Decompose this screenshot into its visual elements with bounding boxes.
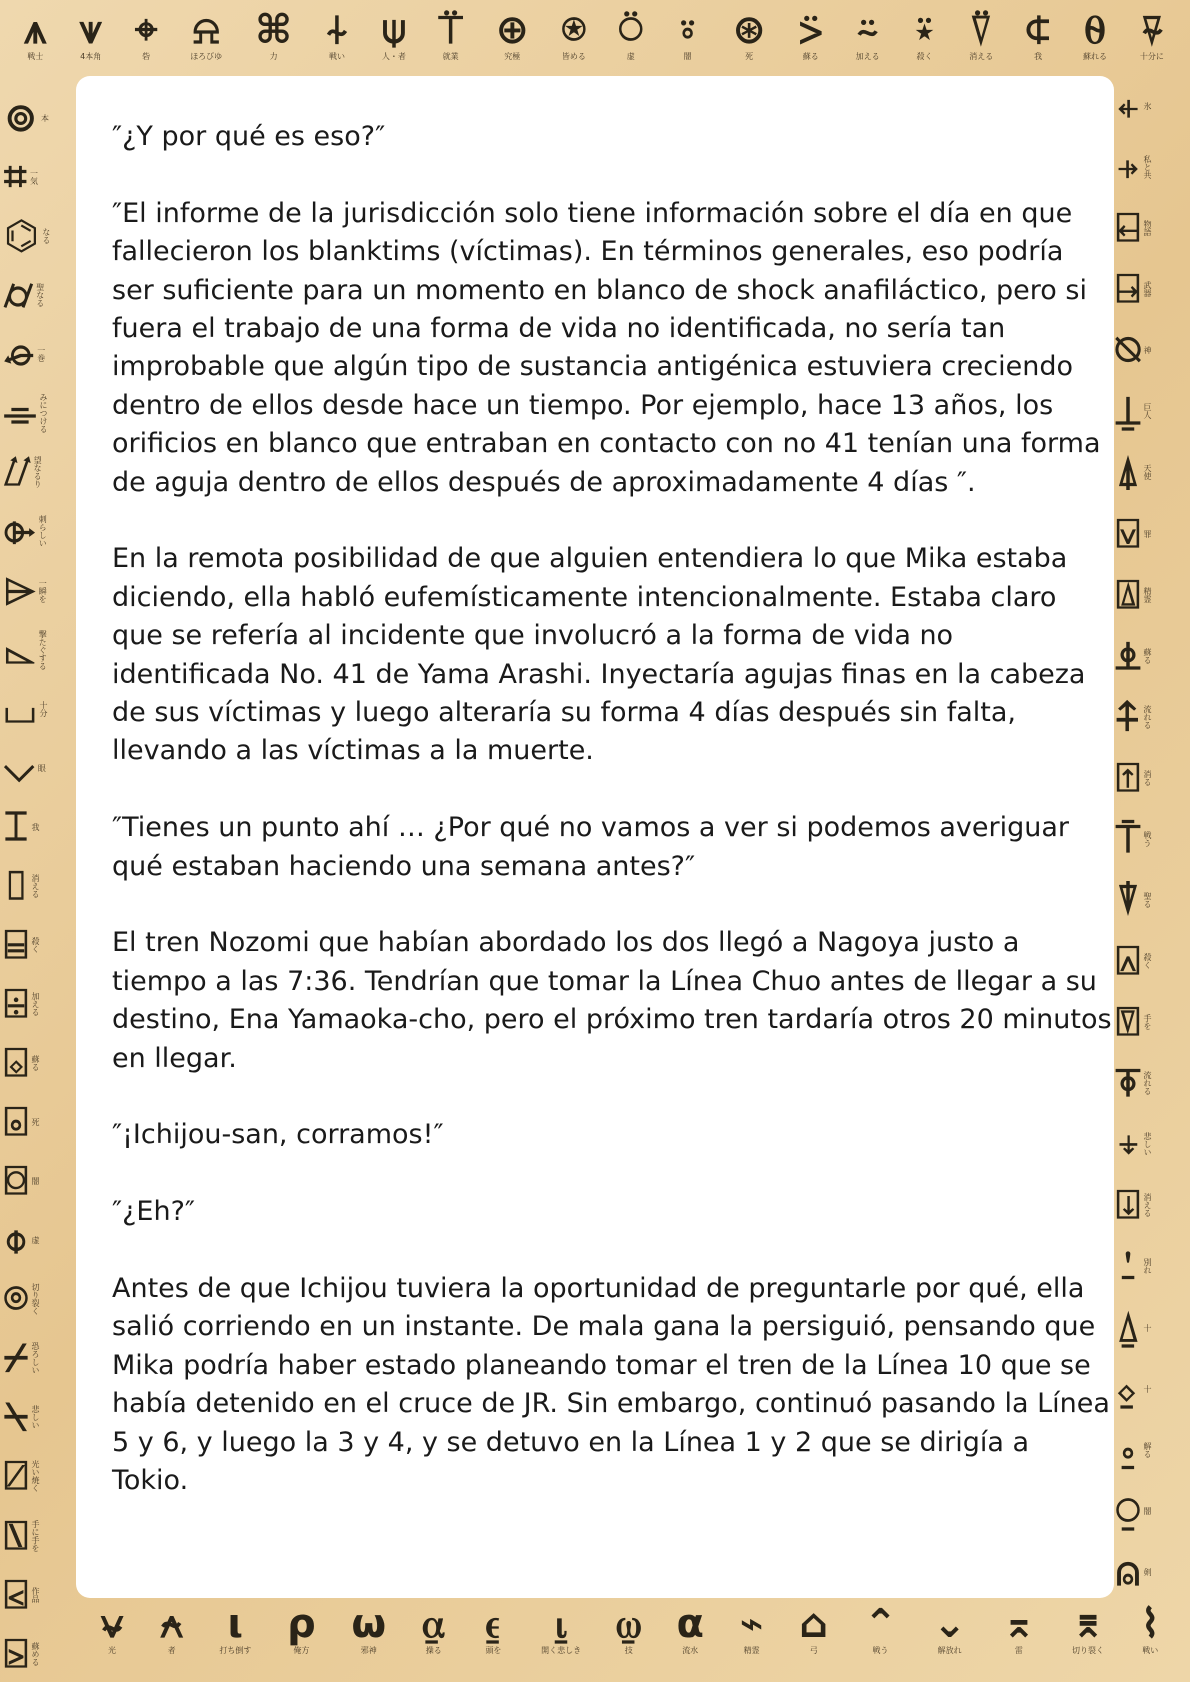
glyph-mark-icon: ⊛ [732, 7, 766, 53]
glyph-mark-icon: ⍊ [1116, 388, 1140, 435]
glyph-mark-icon: ⩚ [24, 7, 47, 53]
border-glyph-icon [799, 1602, 828, 1674]
glyph-caption: 流れる [1143, 1071, 1152, 1096]
paragraph: ″¡Ichijou-san, corramos!″ [112, 1119, 444, 1151]
glyph-mark-icon: ⌆ [1071, 1601, 1105, 1647]
border-glyph-icon [1116, 1244, 1188, 1288]
glyph-caption: 開く悲しき [541, 1646, 582, 1655]
glyph-caption: 殺く [916, 52, 933, 61]
border-glyph-icon [4, 1218, 76, 1262]
glyph-mark-icon: ⍸ [549, 1601, 574, 1647]
glyph-mark-icon: ⍜ [1116, 1487, 1140, 1534]
border-glyph-icon [4, 1277, 76, 1321]
glyph-caption: 十分に [1139, 52, 1164, 61]
glyph-caption: 打ち倒す [219, 1646, 252, 1655]
glyph-mark-icon: ⍡ [438, 7, 463, 53]
border-top [24, 8, 1164, 80]
glyph-mark-icon: ⍷ [481, 1601, 506, 1647]
border-glyph-icon [219, 1602, 251, 1674]
border-glyph-icon [1116, 267, 1188, 311]
border-glyph-icon [732, 8, 766, 80]
paragraph: ″Tienes un punto ahí … ¿Por qué no vamos a ver si podemos averiguar qué estaban haciendo una semana antes?″ [112, 812, 1069, 882]
border-glyph-icon [1116, 512, 1188, 556]
border-left [4, 96, 76, 1676]
glyph-caption: 一瞬を [38, 578, 48, 603]
glyph-caption: 者 [167, 1646, 176, 1655]
glyph-mark-icon: ⍂ [4, 1512, 28, 1559]
border-glyph-icon [325, 8, 349, 80]
border-glyph-icon [4, 214, 76, 258]
glyph-mark-icon: ⍖ [1116, 1121, 1140, 1168]
border-glyph-icon [4, 1454, 76, 1498]
border-glyph-icon [4, 628, 76, 672]
glyph-caption: 十分 [39, 700, 48, 717]
glyph-caption: 蘇る [31, 1055, 40, 1071]
document-body [112, 118, 1112, 1539]
border-glyph-icon [351, 1602, 386, 1674]
glyph-mark-icon: ⍃ [4, 1571, 28, 1618]
paragraph: El tren Nozomi que habían abordado los dos llegó a Nagoya justo a tiempo a las 7:36. Tendrían que tomar la Línea Chuo antes de llegar a su destino, Ena Yamaoka-cho, pero el próximo tren tardaría otros 20 minutos en llegar. [112, 927, 1112, 1074]
glyph-mark-icon: ⌱ [4, 508, 36, 555]
glyph-caption: 精霊 [1143, 586, 1152, 603]
glyph-mark-icon: ⍵ [351, 1601, 387, 1647]
glyph-caption: 光 [108, 1646, 116, 1655]
glyph-caption: 私と共 [1143, 155, 1152, 180]
glyph-mark-icon: ⍓ [1116, 938, 1140, 985]
paragraph: ″El informe de la jurisdicción solo tiene información sobre el día en que fallecieron los blanktims (víctimas). En términos generales, eso podría ser suficiente para un momento en blanco de shock anafiláctico, pero si fuera el trabajo de una forma de vida no identificada, no sería tan improbable que algún tipo de sustancia antigénica estuviera creciendo dentro de ellos desde hace un tiempo. Por ejemplo, hace 13 años, los orificios en blanco que entraban en contacto con no 41 tenían una forma de aguja dentro de ellos después de aproximadamente 4 días ″. [112, 197, 1101, 498]
border-glyph-icon [933, 1602, 967, 1674]
glyph-caption: 悲しい [31, 1405, 40, 1430]
glyph-caption: 雷 [1014, 1646, 1023, 1655]
glyph-mark-icon: ⍱ [100, 1601, 124, 1647]
border-glyph-icon [4, 1514, 76, 1558]
glyph-mark-icon: ⌷ [4, 862, 28, 909]
glyph-mark-icon: ⌬ [4, 213, 39, 260]
glyph-caption: 剣 [1143, 1567, 1152, 1576]
glyph-caption: 手を [1143, 1014, 1152, 1031]
border-glyph-icon [1116, 1428, 1188, 1472]
border-glyph-icon [1083, 8, 1107, 80]
border-glyph-icon [4, 332, 76, 376]
glyph-mark-icon: ⍾ [192, 7, 220, 53]
border-glyph-icon [856, 8, 880, 80]
glyph-caption: 別れ [1143, 1258, 1152, 1275]
border-glyph-icon [4, 155, 76, 199]
border-glyph-icon [1116, 1061, 1188, 1105]
glyph-caption: 光い焼く [31, 1460, 40, 1493]
glyph-mark-icon: ⍆ [1116, 144, 1140, 191]
glyph-caption: 消る [1143, 769, 1152, 786]
glyph-caption: 撃たぐする [38, 629, 48, 670]
border-glyph-icon [4, 1159, 76, 1203]
glyph-caption: 解放れ [937, 1646, 962, 1655]
glyph-caption: 皆める [561, 52, 586, 61]
border-glyph-icon [1116, 84, 1188, 128]
border-glyph-icon [4, 687, 76, 731]
border-glyph-icon [864, 1602, 898, 1674]
glyph-mark-icon: ⍐ [1116, 754, 1140, 801]
glyph-mark-icon: ⍒ [1116, 877, 1140, 924]
glyph-mark-icon: ⩛ [79, 7, 102, 53]
glyph-caption: 蘇る [1143, 647, 1152, 664]
border-glyph-icon [4, 982, 76, 1026]
glyph-mark-icon: ⌶ [4, 803, 28, 850]
glyph-mark-icon: ⍉ [1116, 327, 1140, 374]
glyph-caption: 武器 [1143, 281, 1152, 298]
border-glyph-icon [1116, 573, 1188, 617]
border-glyph-icon [1071, 1602, 1105, 1674]
glyph-caption: 戦士 [27, 52, 44, 61]
glyph-caption: 闇 [31, 1177, 40, 1186]
glyph-caption: 戦い [1142, 1646, 1159, 1655]
border-glyph-icon [481, 1602, 505, 1674]
glyph-caption: 氷 [1143, 102, 1152, 110]
border-glyph-icon [4, 1395, 76, 1439]
border-glyph-icon [1116, 145, 1188, 189]
border-glyph-icon [160, 1602, 184, 1674]
glyph-caption: 人・者 [381, 52, 406, 61]
glyph-caption: 巨人 [1143, 403, 1152, 420]
border-glyph-icon [562, 8, 586, 80]
glyph-mark-icon: ⌗ [4, 154, 27, 201]
glyph-caption: 殺く [31, 936, 40, 953]
glyph-caption: 切り裂く [31, 1283, 40, 1316]
border-glyph-icon [619, 8, 643, 80]
glyph-mark-icon: ⍋ [1116, 449, 1140, 496]
border-glyph-icon [4, 1336, 76, 1380]
border-glyph-icon [617, 1602, 641, 1674]
glyph-mark-icon: ⌿ [4, 1335, 28, 1382]
border-glyph-icon [1116, 1000, 1188, 1044]
border-glyph-icon [135, 8, 158, 80]
glyph-mark-icon: ⊚ [4, 95, 38, 141]
glyph-caption: 精霊 [743, 1646, 760, 1655]
glyph-mark-icon: ⍑ [1116, 815, 1140, 862]
border-glyph-icon [287, 1602, 316, 1674]
glyph-caption: 邪神 [360, 1646, 377, 1655]
border-glyph-icon [1116, 939, 1188, 983]
glyph-caption: 操る [425, 1646, 442, 1655]
glyph-caption: 恐ろしい [31, 1342, 40, 1375]
glyph-mark-icon: ⍭ [324, 7, 349, 53]
glyph-mark-icon: ⍫ [1139, 7, 1164, 53]
border-glyph-icon [541, 1602, 581, 1674]
glyph-mark-icon: ⍎ [1116, 632, 1140, 679]
border-glyph-icon [422, 1602, 446, 1674]
border-glyph-icon [4, 450, 76, 494]
glyph-mark-icon: ⍝ [1116, 1548, 1140, 1595]
glyph-caption: 究極 [504, 52, 521, 61]
border-glyph-icon [4, 1632, 76, 1676]
glyph-mark-icon: ⍥ [618, 7, 643, 53]
glyph-mark-icon: ⍛ [1116, 1426, 1140, 1473]
glyph-mark-icon: ⍙ [1116, 1304, 1140, 1351]
border-glyph-icon [1116, 450, 1188, 494]
glyph-caption: 解る [1143, 1441, 1152, 1458]
glyph-caption: 刺らしい [38, 515, 48, 548]
border-glyph-icon [1116, 878, 1188, 922]
glyph-mark-icon: ⍄ [4, 1630, 28, 1677]
border-glyph-icon [1116, 1489, 1188, 1533]
glyph-mark-icon: ⍨ [855, 7, 880, 53]
paragraph: En la remota posibilidad de que alguien entendiera lo que Mika estaba diciendo, ella habló eufemísticamente intencionalmente. Estaba claro que se refería al incidente que involucró a la forma de vida no identificada No. 41 de Yama Arashi. Inyectaría agujas finas en la cabeza de sus víctimas y luego alteraría su forma 4 días después sin falta, llevando a las víctimas a la muerte. [112, 543, 1086, 767]
border-glyph-icon [912, 8, 936, 80]
glyph-mark-icon: ⍴ [287, 1601, 316, 1647]
glyph-mark-icon: ⌴ [4, 685, 36, 732]
border-glyph-icon [1116, 756, 1188, 800]
glyph-mark-icon: ⌁ [739, 1601, 764, 1647]
glyph-caption: 闇 [683, 52, 692, 61]
glyph-caption: 消える [969, 52, 994, 61]
glyph-caption: 本 [40, 114, 50, 122]
glyph-caption: 加える [855, 52, 880, 61]
border-glyph-icon [1140, 8, 1164, 80]
glyph-caption: 頭を [485, 1646, 502, 1655]
border-glyph-icon [1116, 1306, 1188, 1350]
border-glyph-icon [4, 509, 76, 553]
glyph-mark-icon: ⌅ [1002, 1601, 1036, 1647]
glyph-mark-icon: ⍦ [381, 7, 406, 53]
glyph-caption: 望なるり [33, 456, 43, 489]
glyph-caption: 天使 [1143, 464, 1152, 481]
glyph-mark-icon: ⌹ [4, 980, 28, 1027]
glyph-caption: 力 [269, 52, 278, 61]
glyph-mark-icon: ⍟ [561, 7, 586, 53]
border-glyph-icon [1116, 206, 1188, 250]
glyph-mark-icon: ⍇ [1116, 205, 1140, 252]
glyph-mark-icon: ⍢ [969, 7, 994, 53]
glyph-mark-icon: ⊕ [495, 7, 530, 53]
glyph-mark-icon: ⍁ [4, 1453, 28, 1500]
border-glyph-icon [4, 746, 76, 790]
glyph-caption: 消える [1143, 1193, 1152, 1218]
border-glyph-icon [1116, 328, 1188, 372]
glyph-mark-icon: ⍈ [1116, 266, 1140, 313]
border-glyph-icon [439, 8, 463, 80]
glyph-mark-icon: ⌃ [863, 1601, 898, 1647]
glyph-mark-icon: ⍀ [4, 1394, 28, 1441]
border-glyph-icon [799, 8, 823, 80]
border-glyph-icon [1116, 1122, 1188, 1166]
glyph-mark-icon: ⍳ [227, 1601, 244, 1647]
glyph-caption: 技 [624, 1646, 633, 1655]
glyph-mark-icon: ⌮ [4, 331, 34, 378]
glyph-mark-icon: ⌳ [4, 626, 36, 673]
glyph-mark-icon: ⍤ [675, 7, 700, 53]
glyph-caption: 十 [1143, 1323, 1152, 1332]
border-glyph-icon [1116, 1367, 1188, 1411]
glyph-caption: 切り裂く [1072, 1646, 1104, 1655]
glyph-caption: 砦 [142, 52, 151, 61]
glyph-caption: 死 [31, 1118, 40, 1127]
paragraph: ″¿Eh?″ [112, 1196, 196, 1228]
glyph-mark-icon: ⌄ [932, 1601, 967, 1647]
glyph-caption: 十 [1143, 1384, 1152, 1393]
glyph-caption: 闇 [1143, 1506, 1152, 1515]
border-glyph-icon [1116, 1550, 1188, 1594]
glyph-mark-icon: ⌸ [4, 921, 28, 968]
glyph-caption: 聖なる [35, 283, 45, 308]
glyph-caption: 弓 [809, 1646, 818, 1655]
glyph-mark-icon: ⍔ [1116, 999, 1140, 1046]
glyph-caption: ほろびゆ [190, 52, 223, 61]
glyph-caption: なる [41, 228, 51, 245]
border-glyph-icon [79, 8, 102, 80]
glyph-caption: みにつける [39, 393, 48, 434]
glyph-mark-icon: ⍘ [1116, 1243, 1140, 1290]
border-glyph-icon [4, 96, 76, 140]
border-glyph-icon [496, 8, 530, 80]
glyph-caption: 一気 [29, 169, 39, 186]
glyph-caption: 虚 [626, 52, 635, 61]
glyph-mark-icon: ⍕ [1116, 1060, 1140, 1107]
glyph-caption: 悲しい [1143, 1132, 1152, 1157]
glyph-caption: 消える [31, 873, 40, 898]
glyph-caption: 死 [745, 52, 754, 61]
glyph-mark-icon: ⌯ [4, 390, 36, 437]
glyph-mark-icon: ⌇ [1140, 1601, 1160, 1647]
glyph-mark-icon: ⍹ [616, 1601, 641, 1647]
glyph-caption: 作品 [31, 1586, 40, 1603]
glyph-caption: 罪 [1143, 529, 1152, 538]
border-glyph-icon [676, 1602, 703, 1674]
glyph-caption: 流水 [682, 1646, 699, 1655]
glyph-mark-icon: ⌾ [4, 1276, 28, 1323]
glyph-mark-icon: ⌖ [134, 7, 158, 53]
glyph-caption: 虚 [31, 1236, 40, 1245]
glyph-mark-icon: ⍩ [798, 7, 823, 53]
glyph-mark-icon: ⌘ [255, 7, 293, 53]
border-glyph-icon [190, 8, 222, 80]
glyph-mark-icon: ⌲ [4, 567, 36, 614]
glyph-caption: 蘇れる [1082, 52, 1107, 61]
glyph-caption: 俺方 [293, 1646, 310, 1655]
glyph-caption: 眼 [37, 763, 47, 772]
glyph-caption: 4本角 [80, 52, 102, 61]
glyph-caption: 物語 [1143, 220, 1152, 237]
border-glyph-icon [4, 1573, 76, 1617]
border-glyph-icon [1140, 1602, 1160, 1674]
border-glyph-icon [4, 273, 76, 317]
border-glyph-icon [4, 1100, 76, 1144]
border-glyph-icon [4, 391, 76, 435]
border-glyph-icon [382, 8, 406, 80]
glyph-mark-icon: ⌰ [4, 449, 31, 496]
glyph-mark-icon: ⍺ [676, 1601, 704, 1647]
border-glyph-icon [1026, 8, 1050, 80]
glyph-caption: 一巻 [36, 346, 46, 363]
border-glyph-icon [100, 1602, 124, 1674]
glyph-caption: 流れる [1143, 704, 1152, 729]
glyph-mark-icon: ⍬ [1082, 7, 1107, 53]
glyph-mark-icon: ⌻ [4, 1099, 28, 1146]
glyph-mark-icon: ⍣ [912, 7, 937, 53]
glyph-mark-icon: ⍌ [1116, 510, 1140, 557]
glyph-mark-icon: ⍧ [1026, 7, 1051, 53]
border-glyph-icon [740, 1602, 764, 1674]
border-glyph-icon [255, 8, 292, 80]
glyph-mark-icon: ⍚ [1116, 1365, 1140, 1412]
glyph-caption: 我 [1034, 52, 1043, 61]
border-glyph-icon [24, 8, 47, 80]
paragraph: ″¿Y por qué es eso?″ [112, 121, 386, 152]
glyph-caption: 就業 [442, 52, 459, 61]
glyph-caption: 戦う [872, 1646, 889, 1655]
border-glyph-icon [1116, 817, 1188, 861]
border-glyph-icon [4, 1041, 76, 1085]
glyph-caption: 殺く [1143, 953, 1152, 970]
border-glyph-icon [1002, 1602, 1036, 1674]
glyph-caption: 戦う [1143, 830, 1152, 847]
glyph-caption: 神 [1143, 346, 1152, 355]
glyph-caption: 蘇める [31, 1641, 40, 1666]
glyph-caption: 聖る [1143, 892, 1152, 909]
glyph-caption: 手に手を [31, 1519, 40, 1552]
glyph-caption: 戦い [328, 52, 345, 61]
paragraph: Antes de que Ichijou tuviera la oportunidad de preguntarle por qué, ella salió corriendo en un instante. De mala gana la persiguió, pensando que Mika podría haber estado planeando tomar el tren de la Línea 10 que se había detenido en el cruce de JR. Sin embargo, continuó pasando la Línea 5 y 6, y luego la 3 y 4, y se detuvo en la Línea 1 y 2 que se dirigía a Tokio. [112, 1273, 1110, 1497]
border-glyph-icon [4, 569, 76, 613]
glyph-mark-icon: ⍍ [1116, 571, 1140, 618]
glyph-caption: 蘇る [802, 52, 819, 61]
glyph-caption: 加える [31, 991, 40, 1016]
border-glyph-icon [1116, 1183, 1188, 1227]
border-glyph-icon [969, 8, 993, 80]
glyph-mark-icon: ⍗ [1116, 1182, 1140, 1229]
glyph-mark-icon: ⌺ [4, 1040, 28, 1086]
border-glyph-icon [1116, 695, 1188, 739]
border-right [1116, 84, 1188, 1594]
border-glyph-icon [1116, 634, 1188, 678]
glyph-mark-icon: ⌂ [799, 1601, 829, 1647]
glyph-mark-icon: ⍲ [159, 1601, 184, 1647]
border-glyph-icon [4, 864, 76, 908]
glyph-mark-icon: ⌽ [4, 1217, 28, 1264]
glyph-mark-icon: ⌼ [4, 1158, 28, 1205]
border-glyph-icon [4, 805, 76, 849]
border-bottom [100, 1602, 1160, 1674]
border-glyph-icon [4, 923, 76, 967]
glyph-mark-icon: ⌭ [4, 272, 33, 319]
glyph-mark-icon: ⍅ [1116, 83, 1140, 129]
glyph-mark-icon: ⍏ [1116, 693, 1140, 740]
glyph-caption: 我 [31, 822, 40, 831]
border-glyph-icon [676, 8, 700, 80]
glyph-mark-icon: ⍶ [421, 1601, 446, 1647]
glyph-mark-icon: ⌵ [4, 744, 35, 791]
border-glyph-icon [1116, 389, 1188, 433]
